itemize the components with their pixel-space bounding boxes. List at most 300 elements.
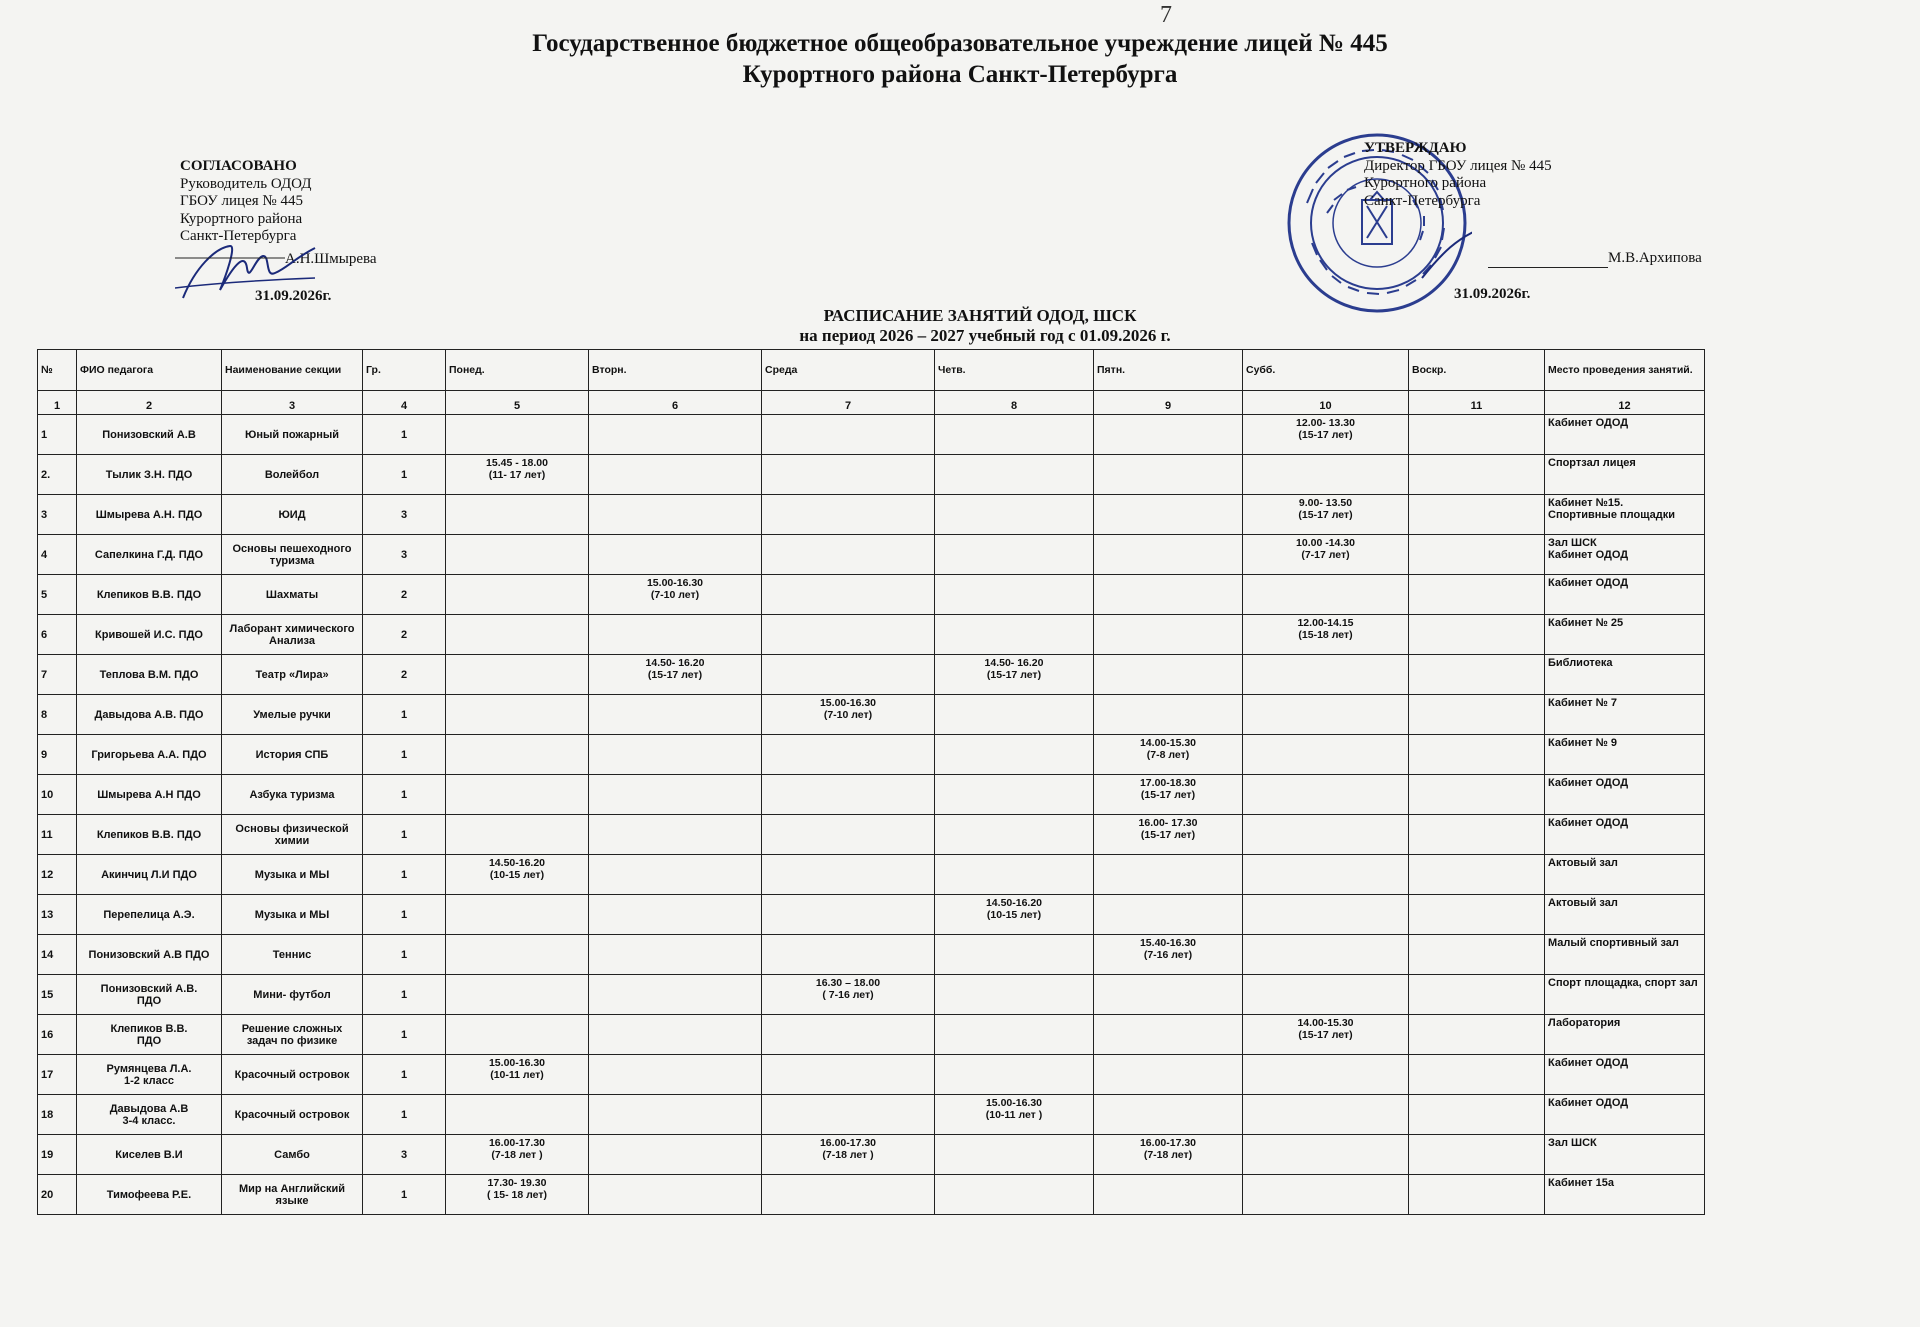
day-time-cell <box>762 655 935 695</box>
day-time-cell <box>1409 735 1545 775</box>
day-time-cell <box>1094 855 1243 895</box>
column-number: 8 <box>935 391 1094 415</box>
day-time-cell <box>589 975 762 1015</box>
day-time-cell <box>1409 975 1545 1015</box>
day-time-cell <box>446 615 589 655</box>
day-time-cell <box>935 975 1094 1015</box>
day-time-cell <box>1243 775 1409 815</box>
table-row <box>38 775 1705 815</box>
teacher-name-cell: Кривошей И.С. ПДО <box>77 615 222 655</box>
table-row <box>38 1015 1705 1055</box>
day-time-cell <box>589 495 762 535</box>
group-count-cell: 1 <box>363 815 446 855</box>
column-number: 12 <box>1545 391 1705 415</box>
approve-block <box>1364 140 1702 302</box>
column-number: 11 <box>1409 391 1545 415</box>
teacher-name-cell: Понизовский А.В <box>77 415 222 455</box>
day-time-cell <box>1409 575 1545 615</box>
approve-date: 31.09.2026г. <box>1454 286 1531 302</box>
day-time-cell: 14.50-16.20 (10-15 лет) <box>935 895 1094 935</box>
row-number-cell: 4 <box>38 535 77 575</box>
teacher-name-cell: Перепелица А.Э. <box>77 895 222 935</box>
day-time-cell <box>1409 415 1545 455</box>
table-row <box>38 655 1705 695</box>
day-time-cell <box>762 455 935 495</box>
day-time-cell <box>589 855 762 895</box>
teacher-name-cell: Клепиков В.В. ПДО <box>77 575 222 615</box>
row-number-cell: 15 <box>38 975 77 1015</box>
teacher-name-cell: Понизовский А.В. ПДО <box>77 975 222 1015</box>
section-name-cell: Красочный островок <box>222 1095 363 1135</box>
day-time-cell <box>1409 655 1545 695</box>
table-row <box>38 975 1705 1015</box>
column-header: Наименование секции <box>222 350 363 391</box>
day-time-cell <box>446 815 589 855</box>
group-count-cell: 3 <box>363 495 446 535</box>
group-count-cell: 1 <box>363 735 446 775</box>
column-header: № <box>38 350 77 391</box>
day-time-cell <box>762 775 935 815</box>
group-count-cell: 1 <box>363 855 446 895</box>
day-time-cell <box>1094 415 1243 455</box>
day-time-cell: 14.50- 16.20 (15-17 лет) <box>935 655 1094 695</box>
column-header: Понед. <box>446 350 589 391</box>
section-name-cell: Решение сложных задач по физике <box>222 1015 363 1055</box>
location-cell: Кабинет ОДОД <box>1545 575 1705 615</box>
table-body <box>38 391 1705 1215</box>
day-time-cell <box>589 1095 762 1135</box>
column-header: Гр. <box>363 350 446 391</box>
day-time-cell <box>589 1015 762 1055</box>
table-row <box>38 735 1705 775</box>
column-header: Воскр. <box>1409 350 1545 391</box>
row-number-cell: 6 <box>38 615 77 655</box>
day-time-cell: 16.00-17.30 (7-18 лет) <box>1094 1135 1243 1175</box>
section-name-cell: ЮИД <box>222 495 363 535</box>
day-time-cell <box>589 815 762 855</box>
table-row <box>38 575 1705 615</box>
column-number: 4 <box>363 391 446 415</box>
agreed-line: Руководитель ОДОД <box>180 175 312 192</box>
row-number-cell: 9 <box>38 735 77 775</box>
row-number-cell: 19 <box>38 1135 77 1175</box>
day-time-cell <box>1243 975 1409 1015</box>
table-row <box>38 455 1705 495</box>
column-number: 5 <box>446 391 589 415</box>
row-number-cell: 12 <box>38 855 77 895</box>
agreed-line: Курортного района <box>180 210 303 227</box>
day-time-cell <box>446 935 589 975</box>
day-time-cell <box>935 935 1094 975</box>
day-time-cell: 15.00-16.30 (7-10 лет) <box>589 575 762 615</box>
table-row <box>38 855 1705 895</box>
day-time-cell: 16.00-17.30 (7-18 лет ) <box>446 1135 589 1175</box>
row-number-cell: 3 <box>38 495 77 535</box>
day-time-cell <box>1094 655 1243 695</box>
group-count-cell: 1 <box>363 775 446 815</box>
teacher-name-cell: Сапелкина Г.Д. ПДО <box>77 535 222 575</box>
location-cell: Кабинет № 25 <box>1545 615 1705 655</box>
day-time-cell <box>589 535 762 575</box>
day-time-cell <box>1243 935 1409 975</box>
institution-header <box>0 28 1920 90</box>
row-number-cell: 17 <box>38 1055 77 1095</box>
day-time-cell <box>446 895 589 935</box>
group-count-cell: 1 <box>363 1015 446 1055</box>
day-time-cell: 12.00- 13.30 (15-17 лет) <box>1243 415 1409 455</box>
column-header: Четв. <box>935 350 1094 391</box>
day-time-cell <box>446 1095 589 1135</box>
section-name-cell: Самбо <box>222 1135 363 1175</box>
day-time-cell <box>1094 535 1243 575</box>
section-name-cell: Теннис <box>222 935 363 975</box>
column-header: Среда <box>762 350 935 391</box>
table-row <box>38 1055 1705 1095</box>
teacher-name-cell: Шмырева А.Н. ПДО <box>77 495 222 535</box>
row-number-cell: 10 <box>38 775 77 815</box>
day-time-cell <box>1243 1055 1409 1095</box>
day-time-cell <box>1094 1095 1243 1135</box>
day-time-cell: 10.00 -14.30 (7-17 лет) <box>1243 535 1409 575</box>
section-name-cell: Музыка и МЫ <box>222 895 363 935</box>
agreed-date: 31.09.2026г. <box>255 288 332 304</box>
row-number-cell: 11 <box>38 815 77 855</box>
day-time-cell <box>762 855 935 895</box>
location-cell: Кабинет ОДОД <box>1545 1095 1705 1135</box>
day-time-cell <box>1094 495 1243 535</box>
column-header: Пятн. <box>1094 350 1243 391</box>
day-time-cell <box>762 935 935 975</box>
agreed-signer: А.Н.Шмырева <box>285 251 377 267</box>
location-cell: Лаборатория <box>1545 1015 1705 1055</box>
section-name-cell: Основы пешеходного туризма <box>222 535 363 575</box>
day-time-cell: 16.00-17.30 (7-18 лет ) <box>762 1135 935 1175</box>
table-row <box>38 415 1705 455</box>
day-time-cell <box>1409 935 1545 975</box>
section-name-cell: Умелые ручки <box>222 695 363 735</box>
day-time-cell: 15.00-16.30 (10-11 лет ) <box>935 1095 1094 1135</box>
teacher-name-cell: Давыдова А.В 3-4 класс. <box>77 1095 222 1135</box>
teacher-name-cell: Тылик З.Н. ПДО <box>77 455 222 495</box>
day-time-cell <box>1094 615 1243 655</box>
teacher-name-cell: Румянцева Л.А. 1-2 класс <box>77 1055 222 1095</box>
day-time-cell <box>1409 455 1545 495</box>
approve-line: Санкт-Петербурга <box>1364 192 1481 209</box>
teacher-name-cell: Киселев В.И <box>77 1135 222 1175</box>
day-time-cell <box>762 1055 935 1095</box>
day-time-cell <box>589 935 762 975</box>
day-time-cell <box>1243 575 1409 615</box>
section-name-cell: Азбука туризма <box>222 775 363 815</box>
day-time-cell <box>589 1055 762 1095</box>
day-time-cell <box>1409 1135 1545 1175</box>
section-name-cell: История СПБ <box>222 735 363 775</box>
section-name-cell: Музыка и МЫ <box>222 855 363 895</box>
day-time-cell <box>935 1175 1094 1215</box>
day-time-cell: 15.00-16.30 (7-10 лет) <box>762 695 935 735</box>
location-cell: Спорт площадка, спорт зал <box>1545 975 1705 1015</box>
day-time-cell <box>935 695 1094 735</box>
day-time-cell <box>935 415 1094 455</box>
schedule-table <box>37 349 1705 1215</box>
column-number: 1 <box>38 391 77 415</box>
row-number-cell: 16 <box>38 1015 77 1055</box>
table-row <box>38 495 1705 535</box>
day-time-cell <box>589 415 762 455</box>
day-time-cell <box>1094 695 1243 735</box>
location-cell: Зал ШСК <box>1545 1135 1705 1175</box>
day-time-cell <box>446 415 589 455</box>
section-name-cell: Основы физической химии <box>222 815 363 855</box>
location-cell: Кабинет №15. Спортивные площадки <box>1545 495 1705 535</box>
column-number: 10 <box>1243 391 1409 415</box>
day-time-cell <box>1094 575 1243 615</box>
page-mark: 7 <box>1160 2 1172 28</box>
schedule-subtitle: на период 2026 – 2027 учебный год с 01.09.2026 г. <box>799 326 1171 345</box>
day-time-cell <box>762 895 935 935</box>
day-time-cell <box>935 615 1094 655</box>
day-time-cell: 14.00-15.30 (15-17 лет) <box>1243 1015 1409 1055</box>
group-count-cell: 2 <box>363 655 446 695</box>
day-time-cell <box>935 1055 1094 1095</box>
day-time-cell <box>762 815 935 855</box>
day-time-cell <box>589 695 762 735</box>
approve-signature-line <box>1488 267 1608 268</box>
teacher-name-cell: Теплова В.М. ПДО <box>77 655 222 695</box>
row-number-cell: 20 <box>38 1175 77 1215</box>
location-cell: Кабинет ОДОД <box>1545 415 1705 455</box>
location-cell: Кабинет ОДОД <box>1545 815 1705 855</box>
day-time-cell <box>446 1015 589 1055</box>
day-time-cell <box>1094 1055 1243 1095</box>
handwritten-signature <box>175 228 325 308</box>
day-time-cell <box>1409 495 1545 535</box>
table-row <box>38 935 1705 975</box>
day-time-cell <box>1409 1055 1545 1095</box>
teacher-name-cell: Клепиков В.В. ПДО <box>77 815 222 855</box>
table-row <box>38 1135 1705 1175</box>
teacher-name-cell: Акинчиц Л.И ПДО <box>77 855 222 895</box>
day-time-cell <box>1243 855 1409 895</box>
location-cell: Кабинет 15а <box>1545 1175 1705 1215</box>
day-time-cell <box>1243 455 1409 495</box>
location-cell: Актовый зал <box>1545 895 1705 935</box>
day-time-cell <box>589 1135 762 1175</box>
group-count-cell: 1 <box>363 415 446 455</box>
day-time-cell: 9.00- 13.50 (15-17 лет) <box>1243 495 1409 535</box>
table-header-row <box>38 350 1705 391</box>
group-count-cell: 2 <box>363 575 446 615</box>
row-number-cell: 18 <box>38 1095 77 1135</box>
section-name-cell: Лаборант химического Анализа <box>222 615 363 655</box>
agreed-line: ГБОУ лицея № 445 <box>180 193 303 209</box>
table-row <box>38 895 1705 935</box>
location-cell: Библиотека <box>1545 655 1705 695</box>
approve-signer-name: М.В.Архипова <box>1608 250 1702 266</box>
column-header: Вторн. <box>589 350 762 391</box>
section-name-cell: Театр «Лира» <box>222 655 363 695</box>
day-time-cell <box>935 535 1094 575</box>
day-time-cell <box>446 695 589 735</box>
day-time-cell: 14.00-15.30 (7-8 лет) <box>1094 735 1243 775</box>
day-time-cell: 17.00-18.30 (15-17 лет) <box>1094 775 1243 815</box>
day-time-cell <box>935 855 1094 895</box>
day-time-cell: 15.00-16.30 (10-11 лет) <box>446 1055 589 1095</box>
day-time-cell <box>935 1135 1094 1175</box>
day-time-cell: 16.30 – 18.00 ( 7-16 лет) <box>762 975 935 1015</box>
day-time-cell <box>1409 615 1545 655</box>
day-time-cell <box>1243 1095 1409 1135</box>
column-number-row <box>38 391 1705 415</box>
day-time-cell <box>1409 695 1545 735</box>
teacher-name-cell: Шмырева А.Н ПДО <box>77 775 222 815</box>
location-cell: Актовый зал <box>1545 855 1705 895</box>
day-time-cell <box>589 455 762 495</box>
row-number-cell: 2. <box>38 455 77 495</box>
teacher-name-cell: Тимофеева Р.Е. <box>77 1175 222 1215</box>
day-time-cell <box>1243 815 1409 855</box>
day-time-cell: 14.50-16.20 (10-15 лет) <box>446 855 589 895</box>
schedule-title-line: РАСПИСАНИЕ ЗАНЯТИЙ ОДОД, ШСК <box>823 306 1137 325</box>
row-number-cell: 13 <box>38 895 77 935</box>
table-row <box>38 815 1705 855</box>
day-time-cell <box>935 775 1094 815</box>
group-count-cell: 3 <box>363 1135 446 1175</box>
day-time-cell <box>1409 855 1545 895</box>
day-time-cell <box>762 415 935 455</box>
row-number-cell: 1 <box>38 415 77 455</box>
day-time-cell <box>589 1175 762 1215</box>
row-number-cell: 7 <box>38 655 77 695</box>
day-time-cell <box>935 455 1094 495</box>
column-number: 2 <box>77 391 222 415</box>
group-count-cell: 1 <box>363 1095 446 1135</box>
row-number-cell: 14 <box>38 935 77 975</box>
section-name-cell: Мир на Английский языке <box>222 1175 363 1215</box>
column-number: 7 <box>762 391 935 415</box>
approve-signer <box>1488 250 1702 268</box>
group-count-cell: 1 <box>363 895 446 935</box>
day-time-cell <box>762 535 935 575</box>
day-time-cell <box>762 1095 935 1135</box>
day-time-cell <box>589 775 762 815</box>
day-time-cell <box>762 495 935 535</box>
teacher-name-cell: Давыдова А.В. ПДО <box>77 695 222 735</box>
day-time-cell <box>589 615 762 655</box>
group-count-cell: 3 <box>363 535 446 575</box>
group-count-cell: 1 <box>363 1055 446 1095</box>
institution-name-line2: Курортного района Санкт-Петербурга <box>742 61 1178 88</box>
approve-line: Директор ГБОУ лицея № 445 <box>1364 157 1552 174</box>
day-time-cell: 14.50- 16.20 (15-17 лет) <box>589 655 762 695</box>
day-time-cell <box>1243 1135 1409 1175</box>
row-number-cell: 5 <box>38 575 77 615</box>
approve-line: Курортного района <box>1364 175 1487 191</box>
group-count-cell: 1 <box>363 1175 446 1215</box>
teacher-name-cell: Клепиков В.В. ПДО <box>77 1015 222 1055</box>
day-time-cell <box>1409 1015 1545 1055</box>
agreed-title: СОГЛАСОВАНО <box>180 158 297 174</box>
day-time-cell <box>935 1015 1094 1055</box>
location-cell: Кабинет № 7 <box>1545 695 1705 735</box>
day-time-cell <box>589 735 762 775</box>
day-time-cell <box>1094 1015 1243 1055</box>
day-time-cell <box>935 575 1094 615</box>
day-time-cell <box>762 735 935 775</box>
table-row <box>38 535 1705 575</box>
teacher-name-cell: Григорьева А.А. ПДО <box>77 735 222 775</box>
day-time-cell <box>446 655 589 695</box>
day-time-cell <box>1243 895 1409 935</box>
day-time-cell <box>935 735 1094 775</box>
day-time-cell <box>446 735 589 775</box>
day-time-cell <box>1409 895 1545 935</box>
approve-title: УТВЕРЖДАЮ <box>1364 140 1467 156</box>
day-time-cell <box>446 975 589 1015</box>
day-time-cell <box>446 495 589 535</box>
institution-name-line1: Государственное бюджетное общеобразовательное учреждение лицей № 445 <box>532 30 1388 57</box>
section-name-cell: Волейбол <box>222 455 363 495</box>
column-number: 6 <box>589 391 762 415</box>
day-time-cell <box>1409 535 1545 575</box>
day-time-cell <box>1409 1175 1545 1215</box>
day-time-cell: 16.00- 17.30 (15-17 лет) <box>1094 815 1243 855</box>
location-cell: Кабинет ОДОД <box>1545 775 1705 815</box>
day-time-cell: 17.30- 19.30 ( 15- 18 лет) <box>446 1175 589 1215</box>
day-time-cell <box>589 895 762 935</box>
section-name-cell: Мини- футбол <box>222 975 363 1015</box>
section-name-cell: Юный пожарный <box>222 415 363 455</box>
table-row <box>38 615 1705 655</box>
location-cell: Кабинет № 9 <box>1545 735 1705 775</box>
day-time-cell <box>762 1015 935 1055</box>
day-time-cell <box>1094 895 1243 935</box>
day-time-cell <box>1409 1095 1545 1135</box>
day-time-cell <box>1243 655 1409 695</box>
day-time-cell <box>935 815 1094 855</box>
day-time-cell <box>1094 455 1243 495</box>
location-cell: Спортзал лицея <box>1545 455 1705 495</box>
group-count-cell: 1 <box>363 975 446 1015</box>
location-cell: Зал ШСК Кабинет ОДОД <box>1545 535 1705 575</box>
row-number-cell: 8 <box>38 695 77 735</box>
day-time-cell <box>446 535 589 575</box>
day-time-cell <box>762 615 935 655</box>
group-count-cell: 1 <box>363 695 446 735</box>
teacher-name-cell: Понизовский А.В ПДО <box>77 935 222 975</box>
day-time-cell <box>1243 695 1409 735</box>
day-time-cell <box>446 575 589 615</box>
day-time-cell <box>1243 735 1409 775</box>
section-name-cell: Шахматы <box>222 575 363 615</box>
column-header: Место проведения занятий. <box>1545 350 1705 391</box>
day-time-cell: 15.40-16.30 (7-16 лет) <box>1094 935 1243 975</box>
day-time-cell <box>446 775 589 815</box>
group-count-cell: 1 <box>363 935 446 975</box>
section-name-cell: Красочный островок <box>222 1055 363 1095</box>
day-time-cell <box>1094 1175 1243 1215</box>
location-cell: Кабинет ОДОД <box>1545 1055 1705 1095</box>
group-count-cell: 2 <box>363 615 446 655</box>
table-row <box>38 695 1705 735</box>
column-number: 3 <box>222 391 363 415</box>
day-time-cell <box>1243 1175 1409 1215</box>
day-time-cell: 15.45 - 18.00 (11- 17 лет) <box>446 455 589 495</box>
column-number: 9 <box>1094 391 1243 415</box>
location-cell: Малый спортивный зал <box>1545 935 1705 975</box>
day-time-cell <box>935 495 1094 535</box>
column-header: Субб. <box>1243 350 1409 391</box>
